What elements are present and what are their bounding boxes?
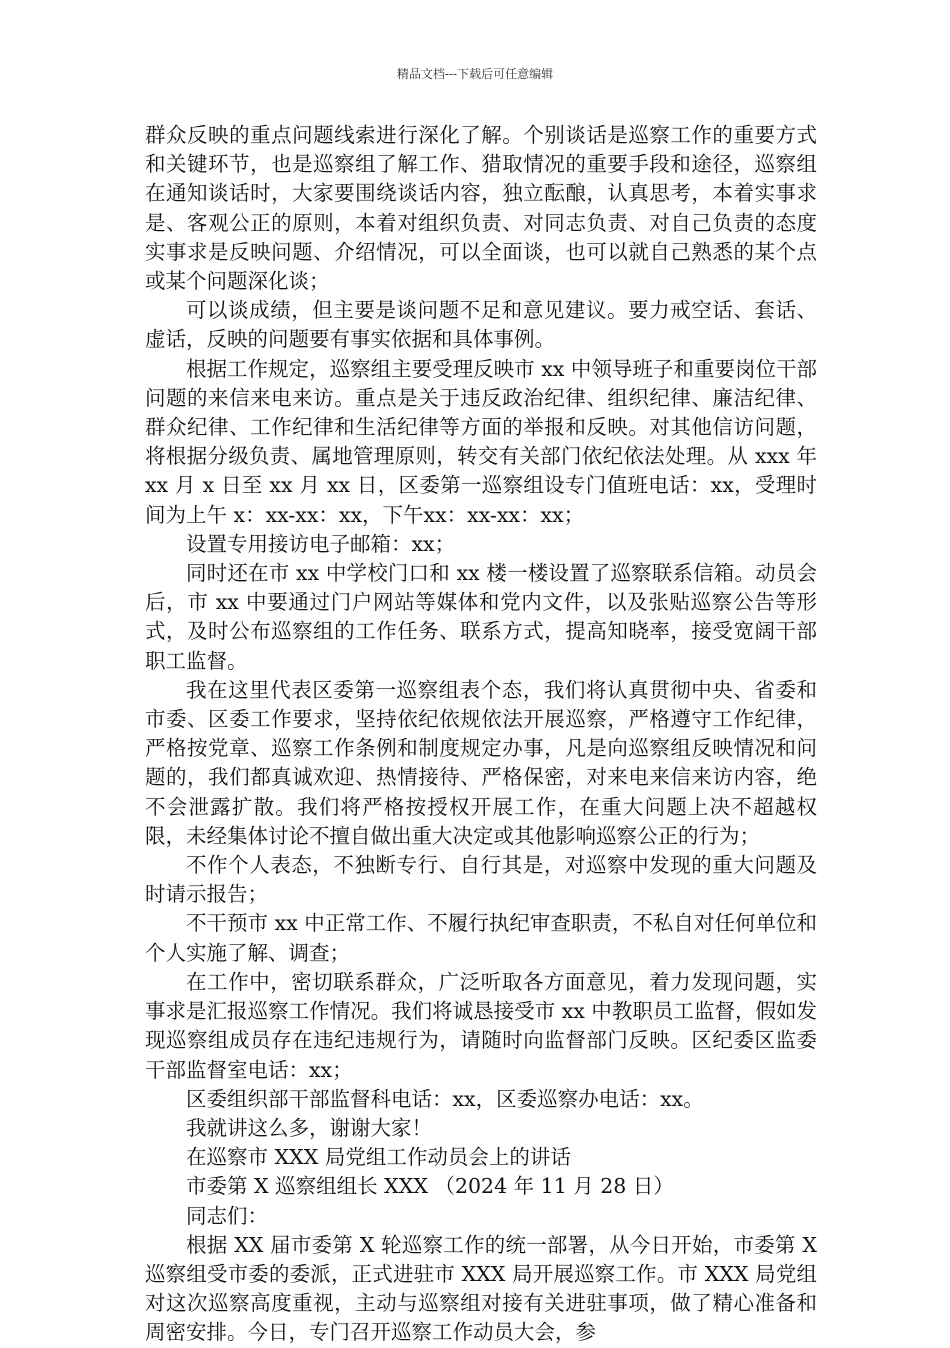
paragraph-7: 不作个人表态，不独断专行、自行其是，对巡察中发现的重大问题及时请示报告； xyxy=(145,853,817,907)
speaker-byline: 市委第 X 巡察组组长 XXX （2024 年 11 月 28 日） xyxy=(186,1174,674,1199)
paragraph-8: 不干预市 xx 中正常工作、不履行执纪审查职责，不私自对任何单位和个人实施了解、调查； xyxy=(145,911,817,965)
paragraph-6: 我在这里代表区委第一巡察组表个态，我们将认真贯彻中央、省委和市委、区委工作要求，坚持依纪依规依法开展巡察，严格遵守工作纪律，严格按党章、巡察工作条例和制度规定办事，凡是向巡察组反映情况和问题的，我们都真诚欢迎、热情接待、严格保密，对来电来信来访内容，绝不会泄露扩散。我们将严格按授权开展工作，在重大问题上决不超越权限，未经集体讨论不擅自做出重大决定或其他影响巡察公正的行为； xyxy=(145,677,817,848)
paragraph-11: 我就讲这么多，谢谢大家！ xyxy=(186,1115,432,1140)
paragraph-2: 可以谈成绩，但主要是谈问题不足和意见建议。要力戒空话、套话、虚话，反映的问题要有事实依据和具体事例。 xyxy=(145,298,817,352)
paragraph-9: 在工作中，密切联系群众，广泛听取各方面意见，着力发现问题，实事求是汇报巡察工作情况。我们将诚恳接受市 xx 中教职员工监督，假如发现巡察组成员存在违纪违规行为，请随时向监督部门反映。区纪委区监委干部监督室电话：xx； xyxy=(145,969,817,1082)
document-body xyxy=(145,121,817,1348)
salutation: 同志们： xyxy=(186,1203,268,1228)
paragraph-10: 区委组织部干部监督科电话：xx，区委巡察办电话：xx。 xyxy=(186,1086,704,1111)
paragraph-5: 同时还在市 xx 中学校门口和 xx 楼一楼设置了巡察联系信箱。动员会后，市 xx 中要通过门户网站等媒体和党内文件，以及张贴巡察公告等形式，及时公布巡察组的工作任务、联系方式，提高知晓率，接受宽阔干部职工监督。 xyxy=(145,561,817,673)
paragraph-4: 设置专用接访电子邮箱：xx； xyxy=(186,531,456,556)
paragraph-3: 根据工作规定，巡察组主要受理反映市 xx 中领导班子和重要岗位干部问题的来信来电来访。重点是关于违反政治纪律、组织纪律、廉洁纪律、群众纪律、工作纪律和生活纪律等方面的举报和反映。对其他信访问题，将根据分级负责、属地管理原则，转交有关部门依纪依法处理。从 xxx 年 xx 月 x 日至 xx 月 xx 日，区委第一巡察组设专门值班电话：xx，受理时间为上午 x：xx-xx：xx，下午xx：xx-xx：xx； xyxy=(145,356,817,527)
page-header: 精品文档---下载后可任意编辑 xyxy=(396,67,554,81)
speech-title: 在巡察市 XXX 局党组工作动员会上的讲话 xyxy=(186,1145,571,1170)
paragraph-1: 群众反映的重点问题线索进行深化了解。个别谈话是巡察工作的重要方式和关键环节，也是巡察组了解工作、猎取情况的重要手段和途径，巡察组在通知谈话时，大家要围绕谈话内容，独立酝酿，认真思考，本着实事求是、客观公正的原则，本着对组织负责、对同志负责、对自己负责的态度实事求是反映问题、介绍情况，可以全面谈，也可以就自己熟悉的某个点或某个问题深化谈； xyxy=(145,123,817,294)
paragraph-15: 根据 XX 届市委第 X 轮巡察工作的统一部署，从今日开始，市委第 X 巡察组受市委的委派，正式进驻市 XXX 局开展巡察工作。市 XXX 局党组对这次巡察高度重视，主动与巡察组对接有关进驻事项，做了精心准备和周密安排。今日，专门召开巡察工作动员大会，参 xyxy=(145,1232,817,1345)
